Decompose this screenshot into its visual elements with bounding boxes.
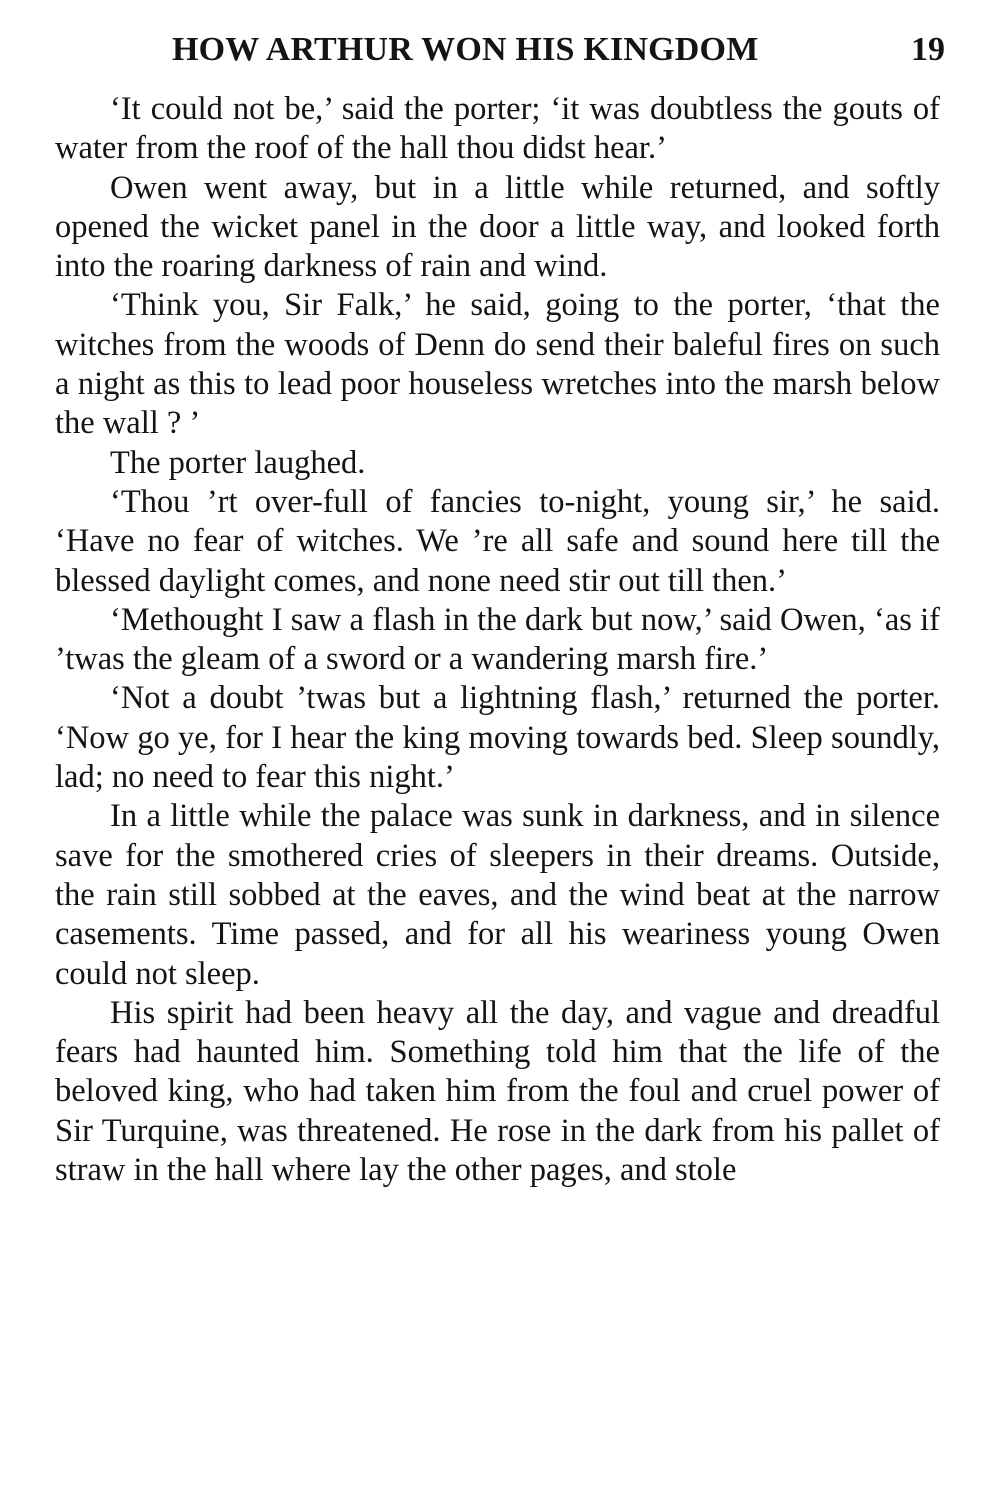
paragraph: His spirit had been heavy all the day, and vague and dreadful fears had haunted him. Something told him that the life of the beloved king, who had taken him from the foul and cruel power of Sir Turquine, was threatened. He rose in the dark from his pallet of straw in the hall where lay the other pages, and stole xyxy=(55,994,940,1189)
chapter-title: HOW ARTHUR WON HIS KINGDOM xyxy=(172,31,759,68)
running-head xyxy=(60,28,945,72)
page-number: 19 xyxy=(911,31,945,68)
paragraph: ‘It could not be,’ said the porter; ‘it was doubtless the gouts of water from the roof of the hall thou didst hear.’ xyxy=(55,91,940,167)
paragraph: Owen went away, but in a little while returned, and softly opened the wicket panel in the door a little way, and looked forth into the roaring darkness of rain and wind. xyxy=(55,169,940,285)
body-text xyxy=(55,90,940,1190)
paragraph: In a little while the palace was sunk in darkness, and in silence save for the smothered cries of sleepers in their dreams. Outside, the rain still sobbed at the eaves, and the wind beat at the narrow casements. Time passed, and for all his weariness young Owen could not sleep. xyxy=(55,798,940,992)
paragraph: The porter laughed. xyxy=(110,444,366,481)
paragraph: ‘Not a doubt ’twas but a lightning flash,’ returned the porter. ‘Now go ye, for I hear the king moving towards bed. Sleep soundly, lad; no need to fear this night.’ xyxy=(55,680,940,796)
paragraph: ‘Methought I saw a flash in the dark but now,’ said Owen, ‘as if ’twas the gleam of a sword or a wandering marsh fire.’ xyxy=(55,601,940,678)
paragraph: ‘Think you, Sir Falk,’ he said, going to the porter, ‘that the witches from the woods of Denn do send their baleful fires on such a night as this to lead poor houseless wretches into the marsh below the wall ? ’ xyxy=(55,287,940,442)
paragraph: ‘Thou ’rt over-full of fancies to-night, young sir,’ he said. ‘Have no fear of witches. We ’re all safe and sound here till the blessed daylight comes, and none need stir out till then.’ xyxy=(55,483,940,599)
